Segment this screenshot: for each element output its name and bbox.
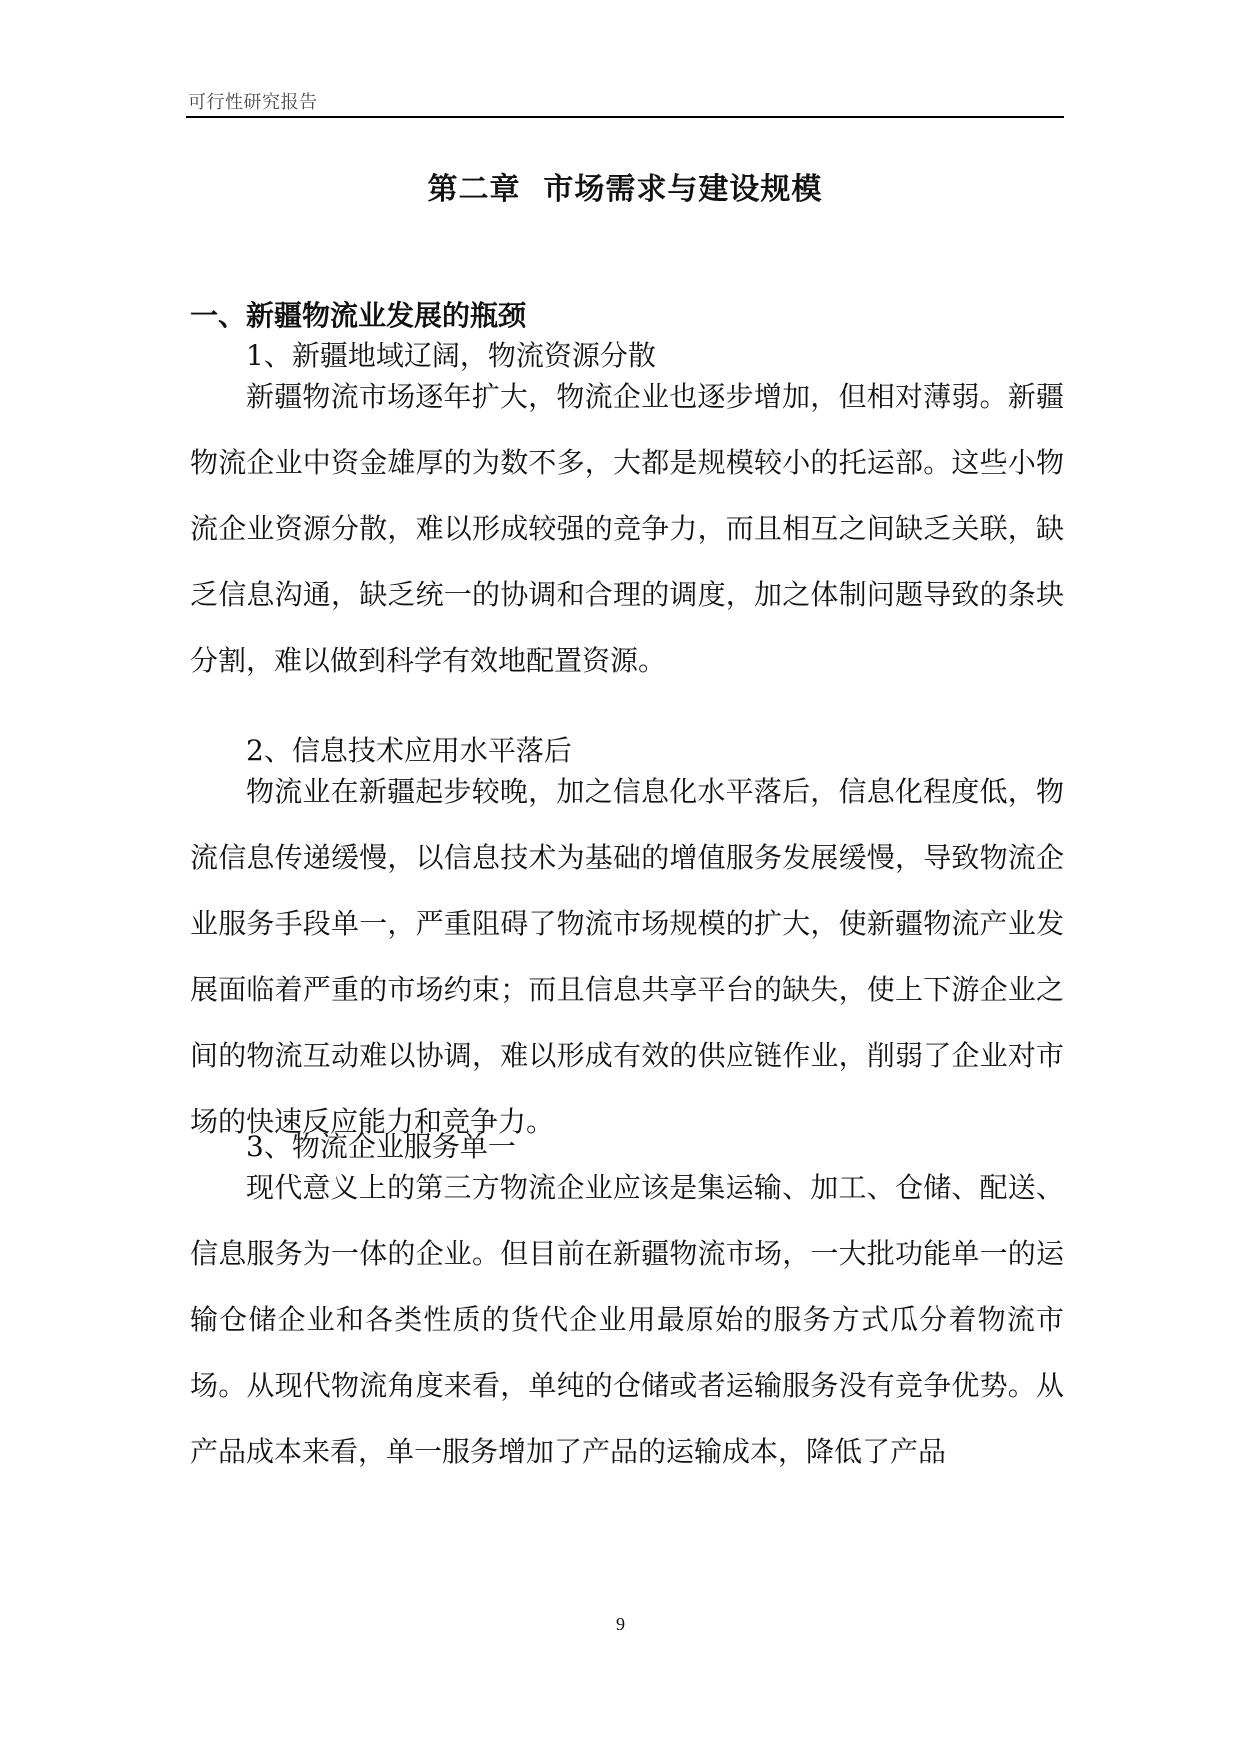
subheading-3: 3、物流企业服务单一 — [246, 1130, 516, 1163]
paragraph-3: 现代意义上的第三方物流企业应该是集运输、加工、仓储、配送、信息服务为一体的企业。但目前在新疆物流市场，一大批功能单一的运输仓储企业和各类性质的货代企业用最原始的服务方式瓜分着物流市场。从现代物流角度来看，单纯的仓储或者运输服务没有竞争优势。从产品成本来看，单一服务增加了产品的运输成本，降低了产品 — [190, 1171, 1064, 1468]
paragraph-block-1 — [190, 364, 1064, 694]
page-number: 9 — [616, 1614, 625, 1634]
subheading-1: 1、新疆地域辽阔，物流资源分散 — [246, 339, 656, 372]
subheading-2: 2、信息技术应用水平落后 — [246, 734, 572, 767]
paragraph-2: 物流业在新疆起步较晚，加之信息化水平落后，信息化程度低，物流信息传递缓慢，以信息技术为基础的增值服务发展缓慢，导致物流企业服务手段单一，严重阻碍了物流市场规模的扩大，使新疆物流产业发展面临着严重的市场约束；而且信息共享平台的缺失，使上下游企业之间的物流互动难以协调，难以形成有效的供应链作业，削弱了企业对市场的快速反应能力和竞争力。 — [190, 775, 1064, 1138]
paragraph-1: 新疆物流市场逐年扩大，物流企业也逐步增加，但相对薄弱。新疆物流企业中资金雄厚的为数不多，大都是规模较小的托运部。这些小物流企业资源分散，难以形成较强的竞争力，而且相互之间缺乏关联，缺乏信息沟通，缺乏统一的协调和合理的调度，加之体制问题导致的条块分割，难以做到科学有效地配置资源。 — [190, 380, 1064, 677]
running-header: 可行性研究报告 — [188, 92, 318, 113]
paragraph-block-3 — [190, 1155, 1064, 1485]
chapter-title: 第二章 市场需求与建设规模 — [427, 172, 823, 207]
section-heading: 一、新疆物流业发展的瓶颈 — [190, 299, 527, 332]
header-rule — [186, 116, 1064, 118]
paragraph-block-2 — [190, 759, 1064, 1155]
